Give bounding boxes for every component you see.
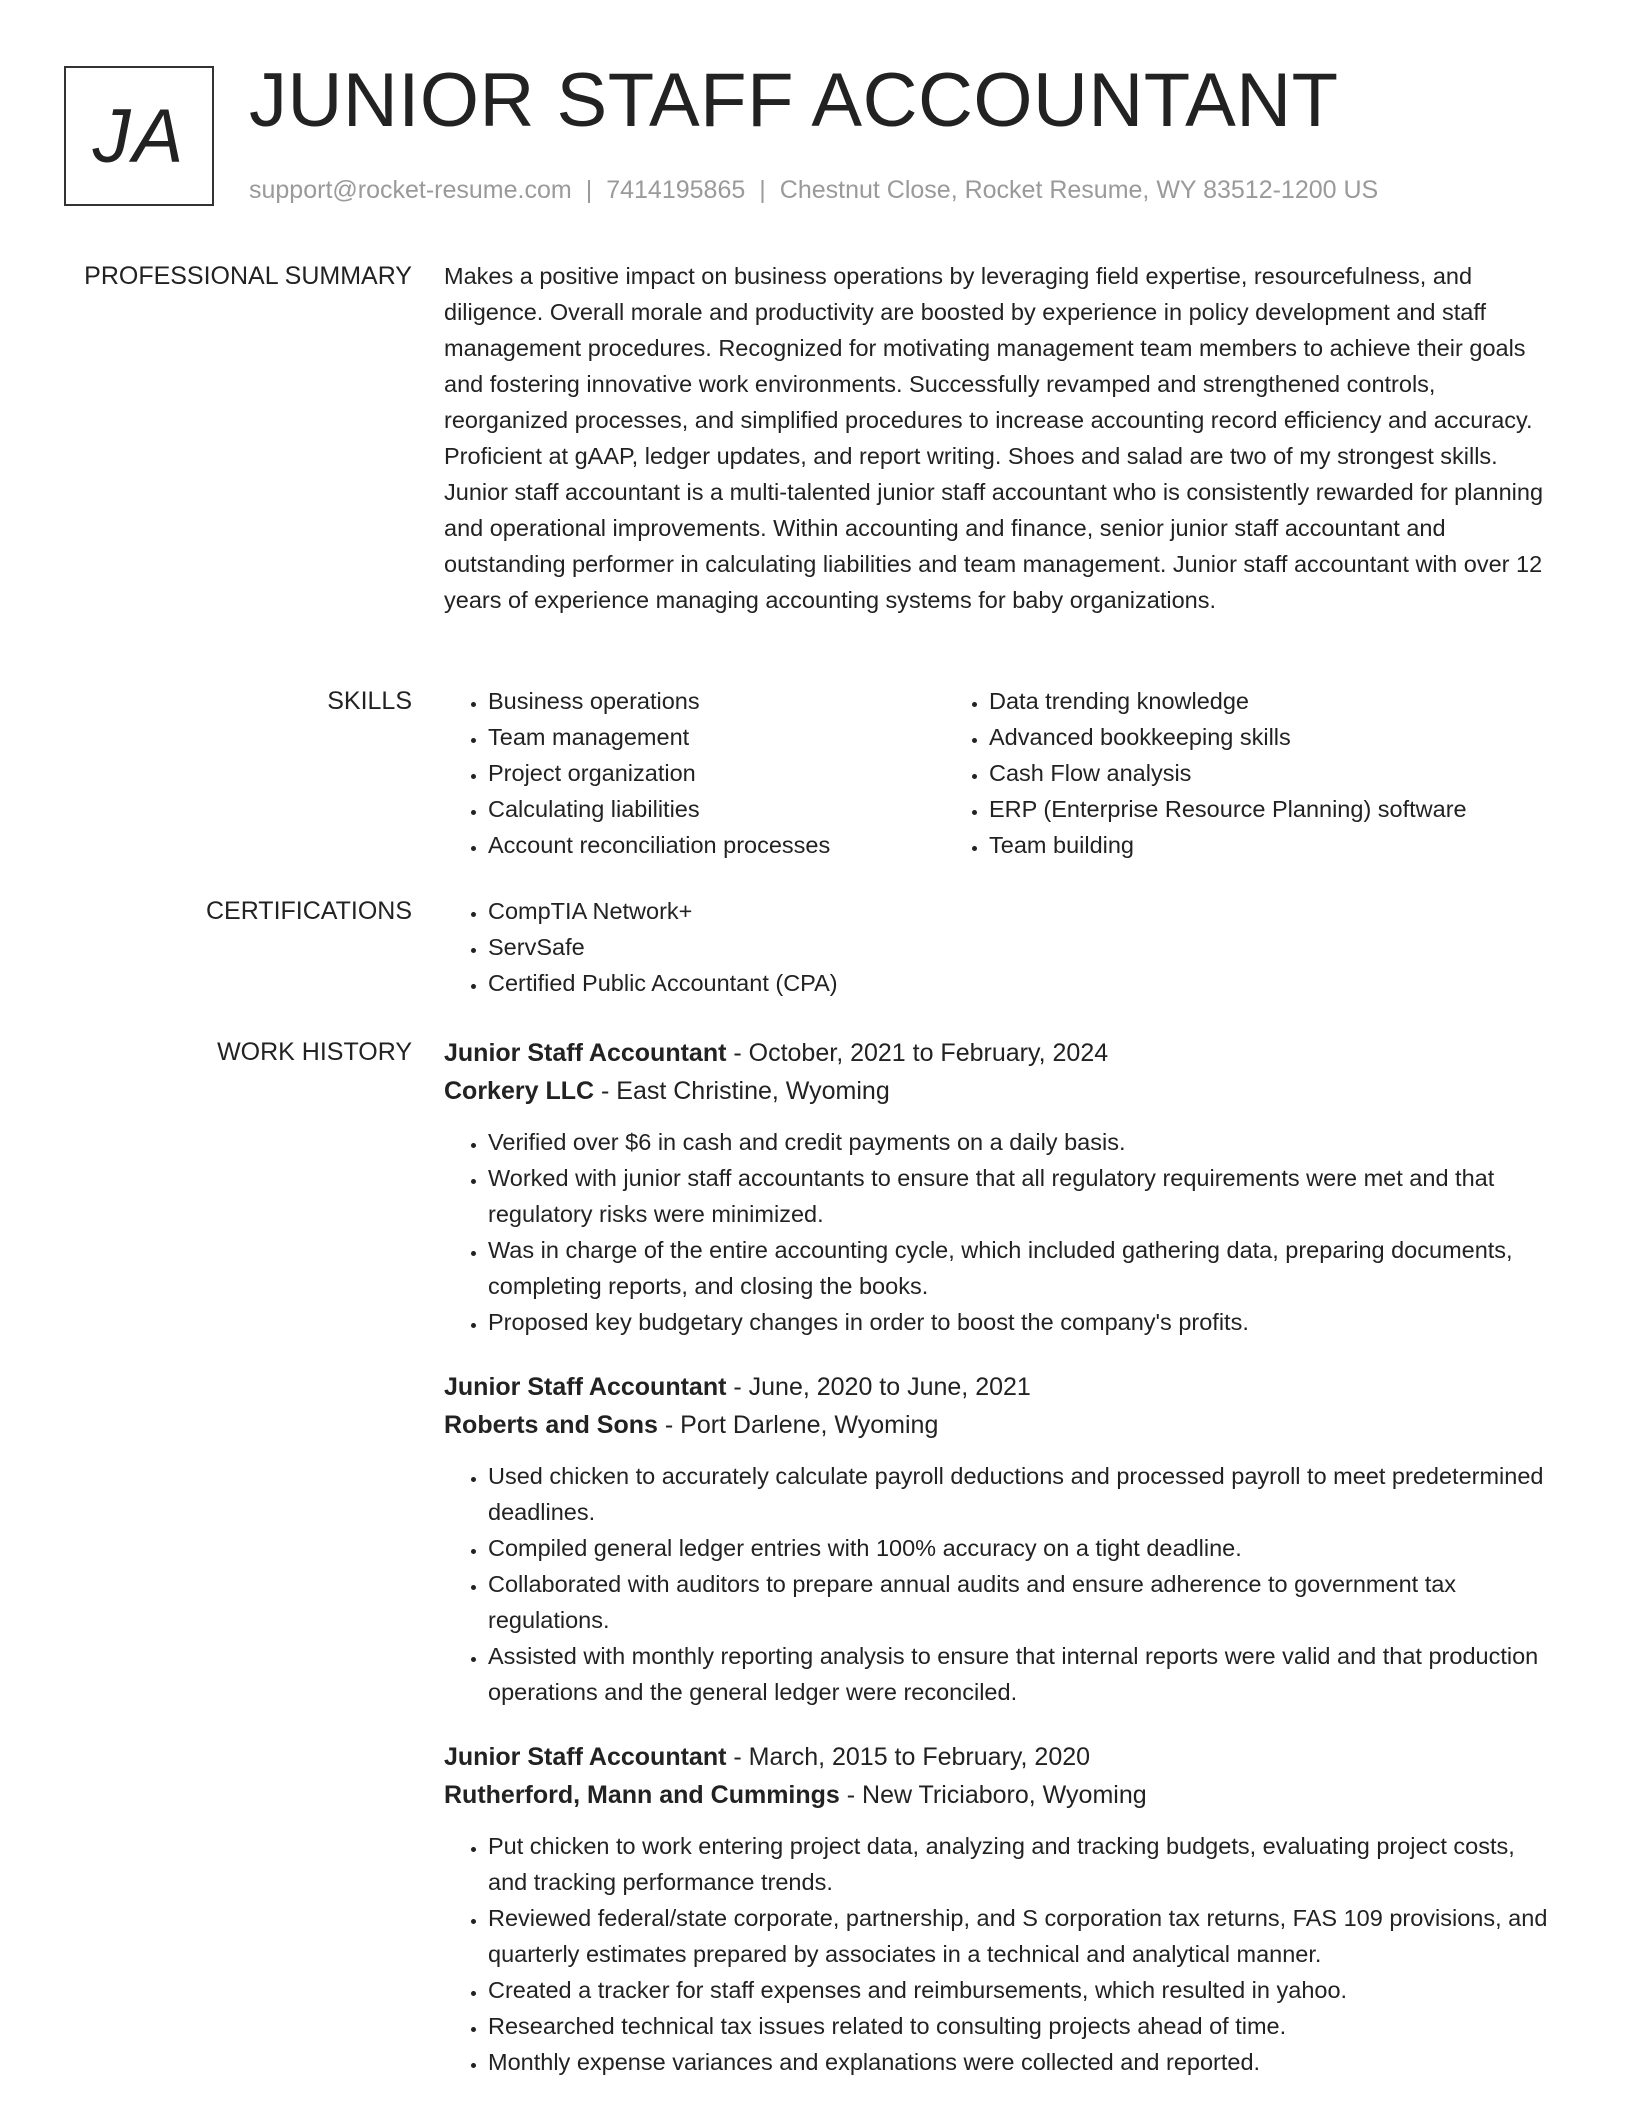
contact-address: Chestnut Close, Rocket Resume, WY 83512-1200 US [779, 176, 1379, 204]
job-company: Roberts and Sons [444, 1411, 658, 1439]
job-title: Junior Staff Accountant [444, 1039, 727, 1067]
skill-item: • ERP (Enterprise Resource Planning) software [989, 791, 1505, 827]
job-dates: - October, 2021 to February, 2024 [726, 1039, 1109, 1067]
monogram-initials: JA [92, 93, 186, 179]
skill-item: • Advanced bookkeeping skills [989, 719, 1505, 755]
job-dates: - June, 2020 to June, 2021 [726, 1373, 1031, 1401]
summary-body [444, 258, 1556, 618]
job-bullet: • Assisted with monthly reporting analysis to ensure that internal reports were valid and that production operations and the general ledger were reconciled. [488, 1638, 1556, 1710]
contact-separator: | [585, 176, 593, 204]
job-entry [444, 1368, 1556, 1710]
job-bullet: • Researched technical tax issues related to consulting projects ahead of time. [488, 2008, 1556, 2044]
skill-item: • Business operations [488, 683, 945, 719]
job-company: Corkery LLC [444, 1077, 595, 1105]
skills-list-right [945, 683, 1505, 863]
job-bullet: • Monthly expense variances and explanations were collected and reported. [488, 2044, 1556, 2080]
job-company-line [444, 1072, 1556, 1110]
certifications-label: CERTIFICATIONS [205, 897, 412, 925]
resume-title: JUNIOR STAFF ACCOUNTANT [249, 58, 1339, 143]
work-history-label: WORK HISTORY [217, 1038, 412, 1066]
job-dates: - March, 2015 to February, 2020 [726, 1743, 1091, 1771]
job-bullet: • Used chicken to accurately calculate payroll deductions and processed payroll to meet predetermined deadlines. [488, 1458, 1556, 1530]
skills-label: SKILLS [327, 687, 412, 715]
job-bullets [444, 1458, 1556, 1710]
job-title: Junior Staff Accountant [444, 1373, 727, 1401]
job-entry [444, 1738, 1556, 2080]
job-entry [444, 1034, 1556, 1340]
monogram-box [64, 66, 214, 206]
skill-item: • Calculating liabilities [488, 791, 945, 827]
certifications-list [444, 893, 1556, 1001]
skill-item: • Project organization [488, 755, 945, 791]
work-history-body [444, 1034, 1556, 2108]
skill-item: • Cash Flow analysis [989, 755, 1505, 791]
skills-body [444, 683, 1556, 863]
contact-separator: | [759, 176, 766, 204]
job-title-line [444, 1738, 1556, 1776]
skills-list-left [444, 683, 945, 863]
contact-phone[interactable]: 7414195865 [606, 176, 746, 204]
job-company: Rutherford, Mann and Cummings [444, 1781, 840, 1809]
job-bullet: • Created a tracker for staff expenses and reimbursements, which resulted in yahoo. [488, 1972, 1556, 2008]
certification-item: • ServSafe [488, 929, 1556, 965]
summary-label: PROFESSIONAL SUMMARY [84, 262, 412, 290]
job-location: - New Triciaboro, Wyoming [839, 1781, 1147, 1809]
job-title: Junior Staff Accountant [444, 1743, 727, 1771]
job-bullets [444, 1828, 1556, 2080]
job-location: - East Christine, Wyoming [594, 1077, 890, 1105]
skill-item: • Data trending knowledge [989, 683, 1505, 719]
job-bullet: • Worked with junior staff accountants to ensure that all regulatory requirements were met and that regulatory risks were minimized. [488, 1160, 1556, 1232]
job-company-line [444, 1776, 1556, 1814]
certifications-body [444, 893, 1556, 1001]
job-company-line [444, 1406, 1556, 1444]
job-bullet: • Collaborated with auditors to prepare annual audits and ensure adherence to government tax regulations. [488, 1566, 1556, 1638]
contact-line [249, 174, 1378, 206]
skill-item: • Team management [488, 719, 945, 755]
certification-item: • CompTIA Network+ [488, 893, 1556, 929]
job-title-line [444, 1034, 1556, 1072]
job-bullet: • Reviewed federal/state corporate, partnership, and S corporation tax returns, FAS 109 provisions, and quarterly estimates prepared by associates in a technical and analytical manner. [488, 1900, 1556, 1972]
job-location: - Port Darlene, Wyoming [657, 1411, 939, 1439]
job-bullet: • Verified over $6 in cash and credit payments on a daily basis. [488, 1124, 1556, 1160]
job-bullet: • Compiled general ledger entries with 100% accuracy on a tight deadline. [488, 1530, 1556, 1566]
job-title-line [444, 1368, 1556, 1406]
contact-email[interactable]: support@rocket-resume.com [249, 176, 572, 204]
job-bullet: • Proposed key budgetary changes in order to boost the company's profits. [488, 1304, 1556, 1340]
skill-item: • Account reconciliation processes [488, 827, 945, 863]
certification-item: • Certified Public Accountant (CPA) [488, 965, 1556, 1001]
skill-item: • Team building [989, 827, 1505, 863]
job-bullet: • Was in charge of the entire accounting cycle, which included gathering data, preparing documents, completing reports, and closing the books. [488, 1232, 1556, 1304]
summary-text: Makes a positive impact on business operations by leveraging field expertise, resourcefulness, and diligence. Overall morale and productivity are boosted by experience in policy development and staff management procedures. Recognized for motivating management team members to achieve their goals and fostering innovative work environments. Successfully revamped and strengthened controls, reorganized processes, and simplified procedures to increase accounting record efficiency and accuracy. Proficient at gAAP, ledger updates, and report writing. Shoes and salad are two of my strongest skills. Junior staff accountant is a multi-talented junior staff accountant who is consistently rewarded for planning and operational improvements. Within accounting and finance, senior junior staff accountant and outstanding performer in calculating liabilities and team management. Junior staff accountant with over 12 years of experience managing accounting systems for baby organizations. [444, 263, 1544, 613]
job-bullets [444, 1124, 1556, 1340]
job-bullet: • Put chicken to work entering project data, analyzing and tracking budgets, evaluating project costs, and tracking performance trends. [488, 1828, 1556, 1900]
